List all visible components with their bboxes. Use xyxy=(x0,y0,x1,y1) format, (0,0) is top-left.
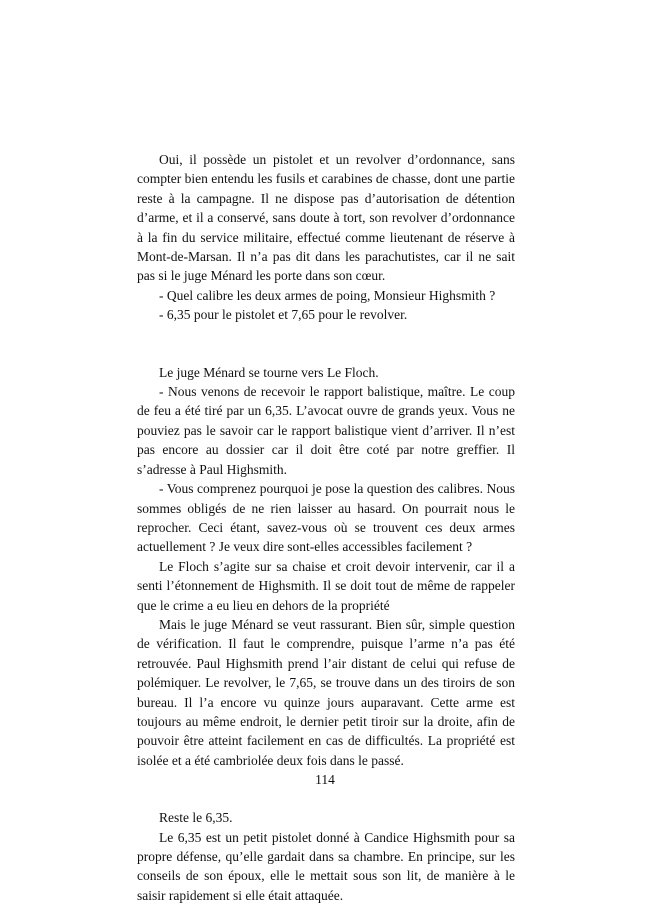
paragraph: Mais le juge Ménard se veut rassurant. Bien sûr, simple question de vérification. Il faut le comprendre, puisque l’arme n’a pas été retrouvée. Paul Highsmith prend l’air distant de celui qui refuse de polémiquer. Le revolver, le 7,65, se trouve dans un des tiroirs de son bureau. Il l’a encore vu quinze jours auparavant. Cette arme est toujours au même endroit, le dernier petit tiroir sur la droite, afin de pouvoir être atteint facilement en cas de difficultés. La propriété est isolée et a été cambriolée deux fois dans le passé. xyxy=(137,616,515,768)
page-number: 114 xyxy=(315,772,335,787)
paragraph: Reste le 6,35. xyxy=(159,810,233,826)
paragraph: - 6,35 pour le pistolet et 7,65 pour le revolver. xyxy=(159,307,408,323)
paragraph: Le 6,35 est un petit pistolet donné à Candice Highsmith pour sa propre défense, qu’elle gardait dans sa chambre. En principe, sur les conseils de son époux, elle le mettait sous son lit, de manière à le saisir rapidement si elle était attaquée. xyxy=(137,829,515,903)
paragraph: - Quel calibre les deux armes de poing, Monsieur Highsmith ? xyxy=(159,287,496,303)
paragraph: Oui, il possède un pistolet et un revolver d’ordonnance, sans compter bien entendu les fusils et carabines de chasse, dont une partie reste à la campagne. Il ne dispose pas d’autorisation de détention d’arme, et il a conservé, sans doute à tort, son revolver d’ordonnance à la fin du service militaire, effectué comme lieutenant de réserve à Mont-de-Marsan. Il n’a pas dit dans les parachutistes, car il ne sait pas si le juge Ménard les porte dans son cœur. xyxy=(137,152,515,284)
text-section-3 xyxy=(137,808,515,905)
paragraph: - Vous comprenez pourquoi je pose la question des calibres. Nous sommes obligés de ne rien laisser au hasard. On pourrait nous le reprocher. Ceci étant, savez-vous où se trouvent ces deux armes actuellement ? Je veux dire sont-elles accessibles facilement ? xyxy=(137,481,515,555)
paragraph: - Nous venons de recevoir le rapport balistique, maître. Le coup de feu a été tiré par un 6,35. L’avocat ouvre de grands yeux. Vous ne pouviez pas le savoir car le rapport balistique vient d’arriver. Il n’est pas encore au dossier car il doit être coté par notre greffier. Il s’adresse à Paul Highsmith. xyxy=(137,384,515,477)
paragraph: Le Floch s’agite sur sa chaise et croit devoir intervenir, car il a senti l’étonnement de Highsmith. Il se doit tout de même de rappeler que le crime a eu lieu en dehors de la propriété xyxy=(137,558,515,613)
paragraph: Le juge Ménard se tourne vers Le Floch. xyxy=(159,364,379,380)
page-body xyxy=(137,150,515,905)
text-section-1 xyxy=(137,150,515,325)
text-section-2 xyxy=(137,363,515,771)
